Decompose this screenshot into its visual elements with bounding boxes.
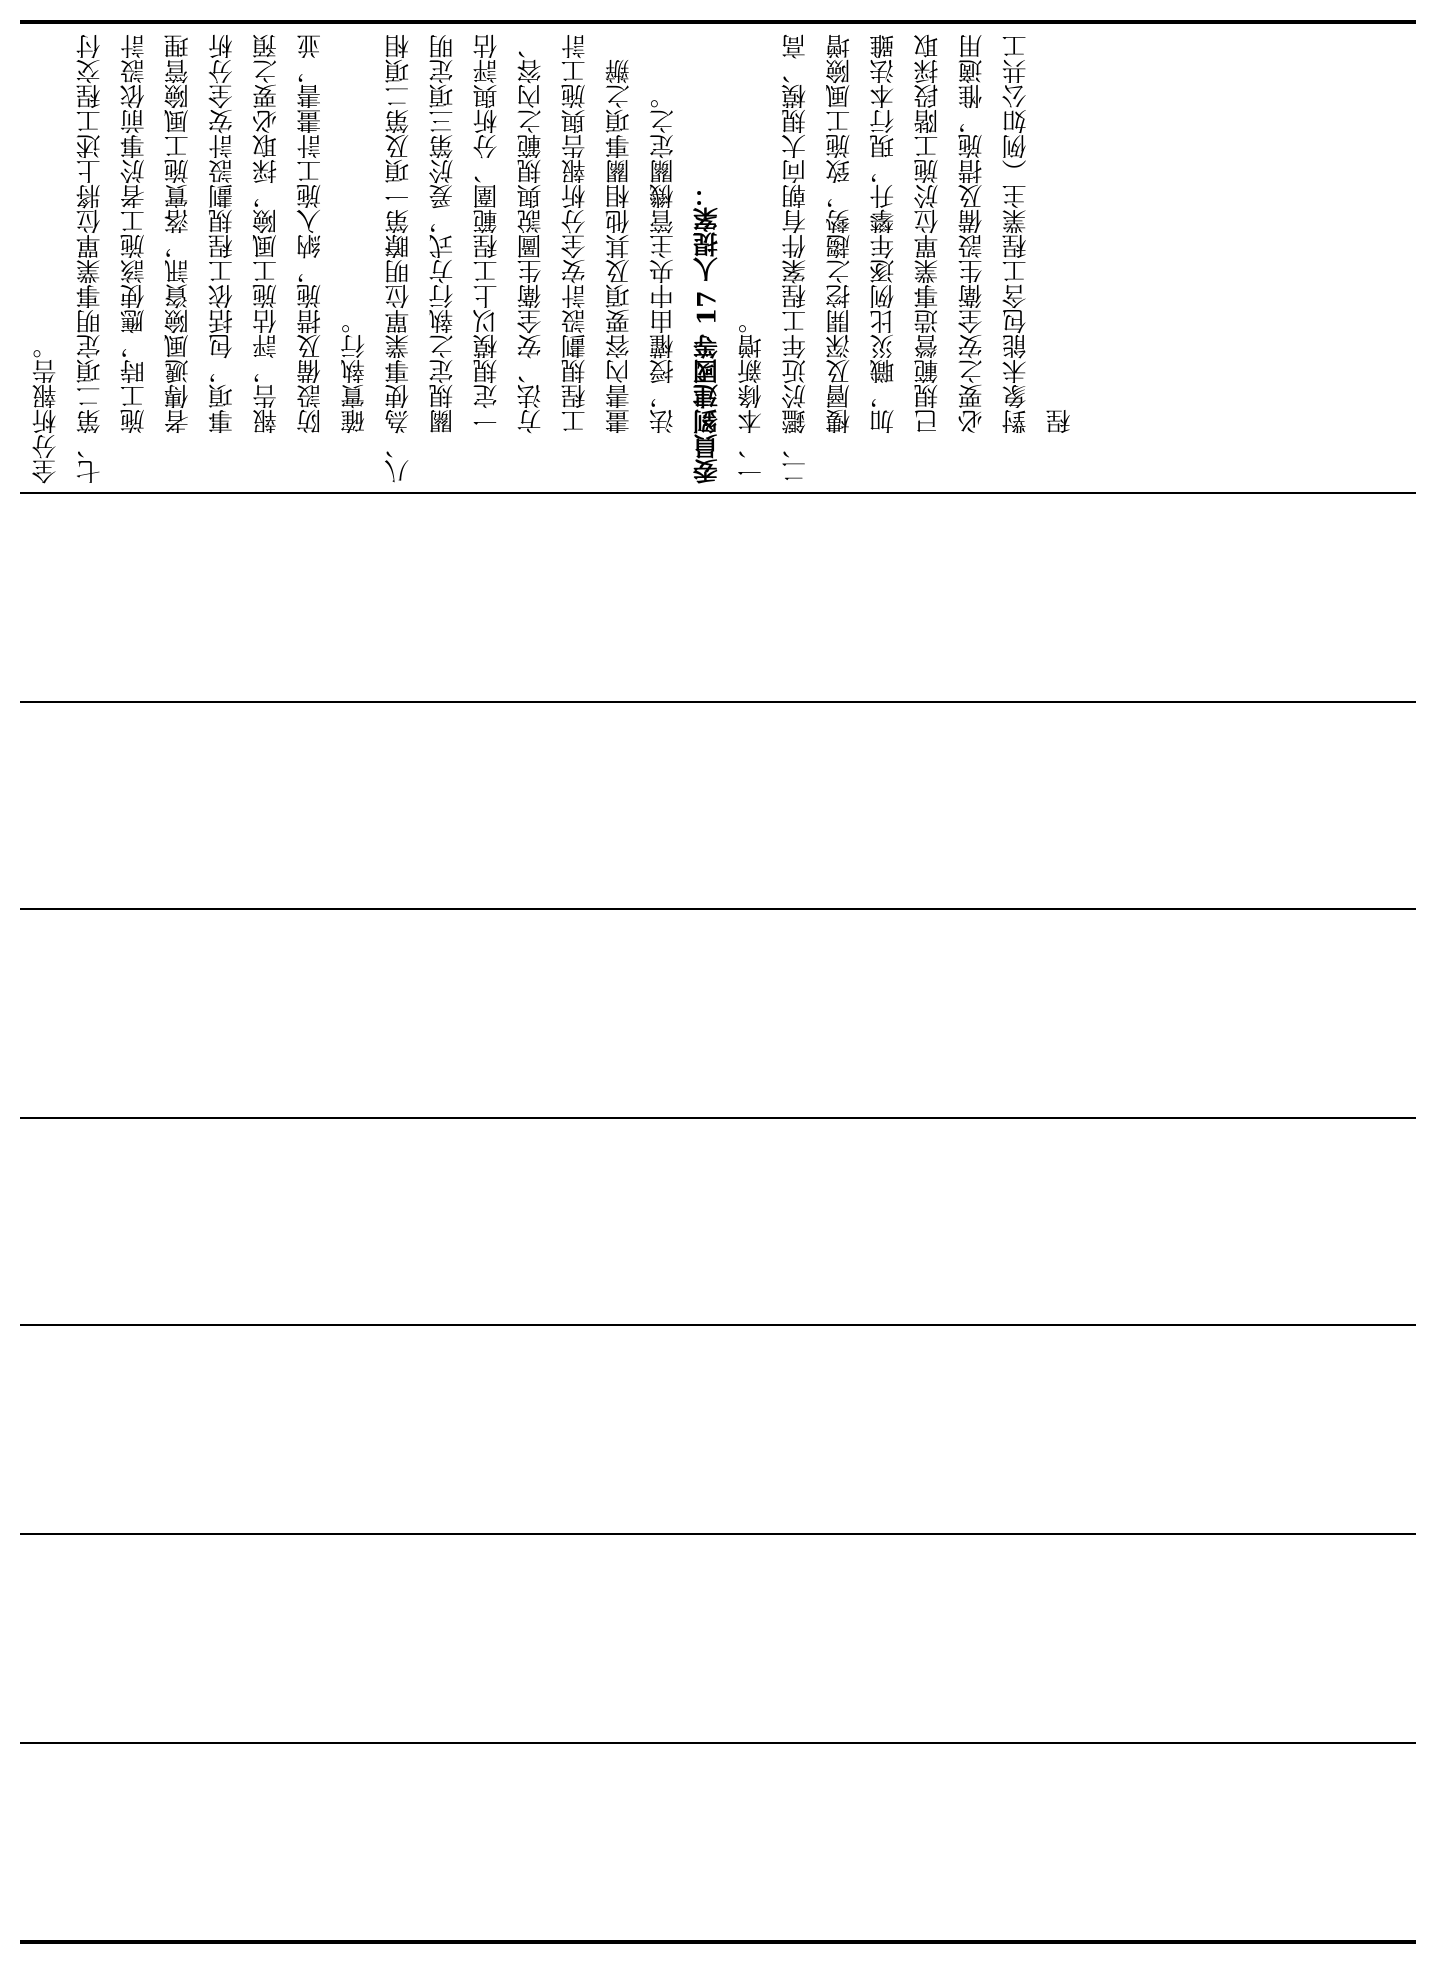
proposal-heading: 委員劉建國等 17 人提案： [692, 181, 722, 484]
paragraph-item-7: 七、第二項定明事業單位將上述工程交付施工時，應使該施工者於事前依設計者傳遞風險資訊，落實施工風險管理事項，包括依工程規劃設計安全分析報告，評估施工風險，採取必要之預防設備及措施，納入施工計畫書，並確實執行。 [75, 34, 369, 484]
paragraph-item-1: 一、本條新增。 [736, 309, 766, 484]
row-divider [20, 701, 1416, 703]
paragraph-item-2: 二、鑑於近年工程案件有朝向大規模、高樓層及深開挖之趨勢，致施工風險增加，職災比例逐年攀升，現行本法雖已規範營造事業單位於施工階段採取必要之安全衛生設備及措施，惟適用對象未能包含工程業主（例如公共工程 [780, 34, 1075, 484]
bottom-border-line [20, 1940, 1416, 1944]
row-divider [20, 908, 1416, 910]
row-divider [20, 1324, 1416, 1326]
row-divider [20, 1117, 1416, 1119]
paragraph-conclusion: 全分析報告。 [31, 334, 60, 484]
row-divider [20, 1533, 1416, 1535]
top-border-line [20, 20, 1416, 24]
row-divider [20, 492, 1416, 494]
paragraph-item-8: 八、為使事業單位明瞭第一項及第二項相關規定之執行方式，爰於第三項定明一定規模以上工程範圍、分析與評估方法、安全衛生圖說與規範之內容、工程規劃設計安全分析報告與施工計畫書內容要項及其他相關事項之辦法，授權由中央主管機關定之。 [383, 34, 678, 484]
row-divider [20, 1742, 1416, 1744]
explanation-text-column [24, 26, 1414, 484]
